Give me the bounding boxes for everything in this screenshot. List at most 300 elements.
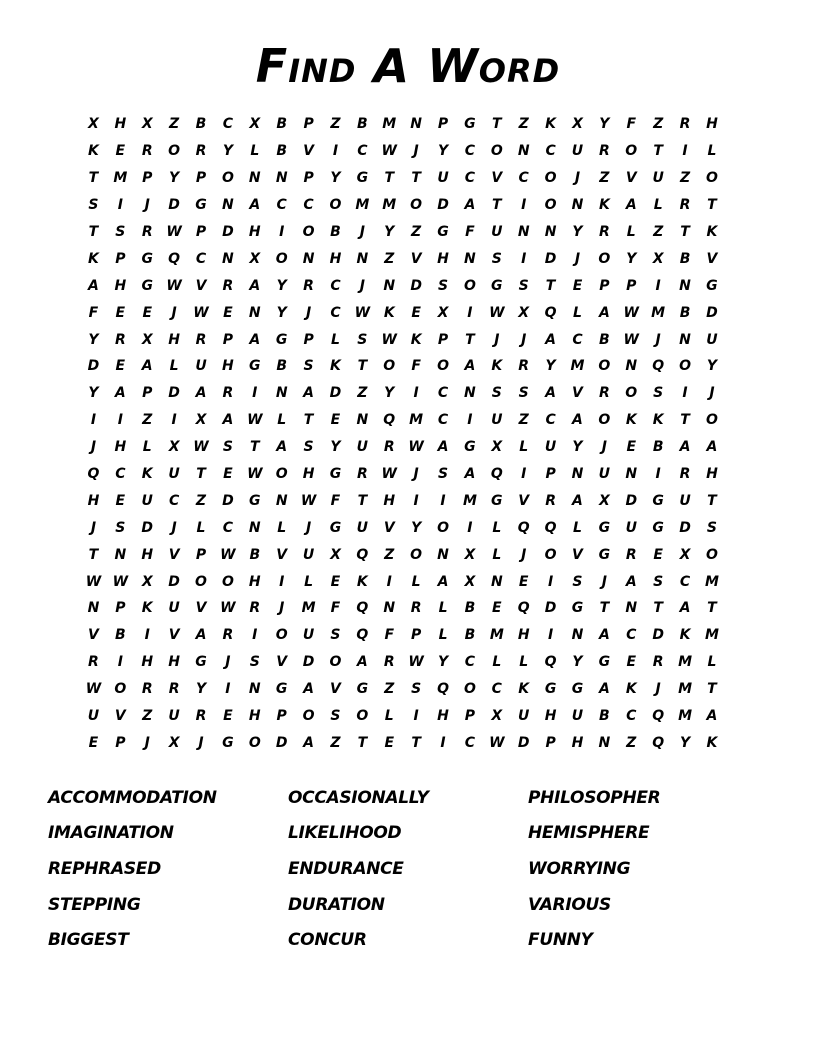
grid-letter: B bbox=[249, 546, 261, 563]
grid-letter: S bbox=[357, 331, 368, 348]
grid-letter: P bbox=[437, 116, 449, 133]
grid-letter: O bbox=[383, 358, 396, 375]
grid-letter: W bbox=[489, 734, 505, 751]
grid-letter: N bbox=[87, 600, 100, 617]
grid-letter: V bbox=[518, 492, 530, 509]
grid-letter: S bbox=[222, 439, 233, 456]
grid-letter: U bbox=[544, 439, 557, 456]
grid-letter: I bbox=[467, 304, 473, 321]
grid-letter: N bbox=[571, 466, 584, 483]
grid-letter: O bbox=[248, 734, 261, 751]
grid-letter: L bbox=[304, 573, 314, 590]
grid-letter: R bbox=[141, 681, 153, 698]
grid-letter: G bbox=[141, 250, 153, 267]
grid-letter: L bbox=[384, 708, 394, 725]
grid-letter: K bbox=[88, 143, 99, 160]
grid-letter: R bbox=[598, 385, 610, 402]
grid-letter: D bbox=[168, 197, 180, 214]
grid-letter: A bbox=[303, 681, 314, 698]
grid-letter: A bbox=[437, 439, 449, 456]
grid-letter: N bbox=[275, 385, 288, 402]
word-list-item: HEMISPHERE bbox=[528, 823, 650, 844]
grid-letter: O bbox=[598, 250, 611, 267]
grid-letter: B bbox=[276, 143, 288, 160]
grid-letter: O bbox=[275, 250, 288, 267]
grid-letter: A bbox=[195, 385, 207, 402]
grid-letter: S bbox=[115, 224, 126, 240]
grid-letter: K bbox=[88, 250, 99, 267]
grid-letter: O bbox=[625, 143, 638, 160]
grid-letter: O bbox=[168, 143, 181, 160]
grid-letter: J bbox=[655, 681, 661, 698]
grid-letter: V bbox=[625, 170, 637, 187]
grid-letter: N bbox=[356, 412, 369, 429]
grid-letter: C bbox=[168, 492, 180, 509]
grid-letter: Q bbox=[383, 412, 396, 429]
grid-letter: W bbox=[193, 304, 209, 321]
grid-letter: V bbox=[195, 600, 207, 617]
grid-letter: L bbox=[519, 439, 529, 456]
grid-letter: H bbox=[168, 654, 180, 671]
grid-letter: R bbox=[222, 385, 234, 402]
grid-letter: F bbox=[411, 358, 421, 375]
grid-letter: R bbox=[168, 681, 180, 698]
grid-letter: A bbox=[545, 331, 556, 348]
grid-letter: T bbox=[492, 197, 502, 214]
grid-letter: P bbox=[222, 331, 234, 348]
grid-letter: Y bbox=[706, 358, 717, 375]
grid-letter: O bbox=[356, 708, 369, 725]
grid-letter: C bbox=[276, 197, 287, 214]
grid-letter: B bbox=[195, 116, 207, 133]
grid-letter: T bbox=[411, 170, 421, 187]
grid-letter: S bbox=[653, 385, 664, 402]
grid-letter: Q bbox=[652, 708, 665, 725]
grid-letter: K bbox=[598, 197, 610, 214]
grid-letter: N bbox=[625, 600, 638, 617]
grid-letter: U bbox=[195, 358, 207, 375]
grid-letter: B bbox=[276, 358, 288, 375]
grid-letter: J bbox=[144, 734, 150, 751]
grid-letter: V bbox=[383, 519, 395, 536]
grid-letter: V bbox=[276, 546, 288, 563]
grid-letter: H bbox=[302, 466, 315, 483]
grid-letter: R bbox=[222, 277, 234, 294]
grid-letter: V bbox=[195, 277, 207, 294]
grid-letter: D bbox=[87, 358, 100, 375]
grid-letter: T bbox=[357, 734, 368, 751]
grid-letter: J bbox=[413, 143, 419, 160]
grid-letter: W bbox=[623, 331, 639, 348]
grid-letter: C bbox=[518, 170, 529, 187]
grid-letter: G bbox=[195, 197, 207, 214]
grid-letter: S bbox=[303, 439, 314, 456]
grid-letter: G bbox=[652, 492, 664, 509]
grid-letter: M bbox=[409, 412, 424, 429]
grid-letter: G bbox=[222, 734, 234, 751]
grid-letter: D bbox=[222, 224, 234, 240]
grid-letter: I bbox=[547, 627, 554, 644]
grid-letter: M bbox=[462, 492, 477, 509]
grid-letter: X bbox=[491, 439, 503, 456]
grid-letter: M bbox=[570, 358, 585, 375]
grid-letter: O bbox=[544, 197, 557, 214]
grid-letter: Y bbox=[222, 143, 233, 160]
grid-letter: A bbox=[598, 627, 610, 644]
grid-letter: C bbox=[679, 573, 691, 590]
grid-letter: D bbox=[544, 250, 557, 267]
grid-letter: G bbox=[544, 681, 557, 698]
grid-letter: X bbox=[491, 708, 503, 725]
grid-letter: I bbox=[521, 250, 527, 267]
grid-letter: Q bbox=[544, 304, 557, 321]
grid-letter: B bbox=[276, 116, 288, 133]
grid-letter: A bbox=[464, 197, 476, 214]
grid-letter: D bbox=[141, 519, 154, 536]
grid-letter: Y bbox=[599, 116, 610, 133]
grid-letter: G bbox=[356, 170, 369, 187]
grid-letter: O bbox=[275, 466, 288, 483]
grid-letter: N bbox=[275, 492, 288, 509]
grid-letter: U bbox=[87, 708, 100, 725]
grid-letter: P bbox=[276, 708, 287, 725]
grid-letter: N bbox=[383, 600, 396, 617]
grid-letter: E bbox=[384, 734, 395, 751]
grid-letter: N bbox=[383, 277, 396, 294]
grid-letter: C bbox=[437, 385, 449, 402]
grid-letter: J bbox=[90, 519, 97, 536]
grid-letter: G bbox=[464, 439, 476, 456]
word-list-item: PHILOSOPHER bbox=[528, 787, 661, 808]
grid-letter: E bbox=[115, 492, 126, 509]
grid-letter: L bbox=[169, 358, 179, 375]
grid-letter: K bbox=[356, 573, 368, 590]
grid-letter: A bbox=[195, 627, 207, 644]
grid-letter: I bbox=[252, 627, 258, 644]
grid-letter: T bbox=[88, 170, 99, 187]
grid-letter: R bbox=[679, 466, 691, 483]
grid-letter: C bbox=[330, 304, 341, 321]
grid-letter: C bbox=[545, 143, 556, 160]
grid-letter: W bbox=[112, 573, 129, 590]
grid-letter: Y bbox=[437, 143, 449, 160]
grid-letter: E bbox=[572, 277, 583, 294]
grid-letter: Y bbox=[572, 224, 583, 240]
grid-letter: J bbox=[521, 546, 527, 563]
grid-letter: D bbox=[706, 304, 718, 321]
grid-letter: W bbox=[166, 224, 182, 240]
grid-letter: O bbox=[302, 708, 315, 725]
grid-letter: J bbox=[413, 466, 419, 483]
grid-letter: A bbox=[303, 734, 314, 751]
grid-letter: W bbox=[408, 654, 424, 671]
grid-letter: A bbox=[437, 573, 449, 590]
grid-letter: Y bbox=[626, 250, 637, 267]
grid-letter: P bbox=[142, 170, 153, 187]
grid-letter: R bbox=[518, 358, 530, 375]
grid-letter: G bbox=[598, 546, 611, 563]
grid-letter: L bbox=[142, 439, 152, 456]
grid-letter: N bbox=[625, 466, 638, 483]
grid-letter: L bbox=[277, 412, 287, 429]
grid-letter: Z bbox=[626, 734, 637, 751]
grid-letter: C bbox=[115, 466, 126, 483]
grid-letter: U bbox=[625, 519, 637, 536]
grid-letter: S bbox=[115, 519, 126, 536]
grid-letter: O bbox=[705, 546, 718, 563]
grid-letter: L bbox=[331, 331, 340, 348]
grid-letter: W bbox=[85, 573, 102, 590]
grid-letter: O bbox=[705, 412, 718, 429]
grid-letter: J bbox=[709, 385, 715, 402]
grid-letter: D bbox=[410, 277, 422, 294]
grid-letter: B bbox=[679, 304, 691, 321]
grid-letter: X bbox=[141, 573, 153, 590]
grid-letter: V bbox=[168, 546, 180, 563]
grid-letter: B bbox=[464, 600, 476, 617]
grid-letter: X bbox=[518, 304, 530, 321]
grid-letter: U bbox=[571, 708, 584, 725]
grid-letter: P bbox=[115, 734, 126, 751]
grid-letter: Q bbox=[517, 519, 530, 536]
grid-letter: W bbox=[85, 681, 102, 698]
grid-letter: R bbox=[88, 654, 99, 671]
grid-letter: M bbox=[704, 573, 719, 590]
grid-letter: M bbox=[651, 304, 666, 321]
grid-letter: B bbox=[679, 250, 691, 267]
grid-letter: T bbox=[88, 224, 99, 240]
grid-letter: T bbox=[465, 331, 475, 348]
grid-letter: M bbox=[678, 681, 692, 698]
grid-letter: I bbox=[467, 412, 473, 429]
grid-letter: D bbox=[302, 654, 315, 671]
grid-letter: H bbox=[437, 708, 449, 725]
grid-letter: Y bbox=[88, 331, 99, 348]
grid-letter: Z bbox=[330, 116, 341, 133]
grid-letter: U bbox=[706, 331, 718, 348]
grid-letter: W bbox=[166, 277, 182, 294]
grid-letter: T bbox=[599, 600, 610, 617]
grid-letter: A bbox=[356, 654, 368, 671]
grid-letter: C bbox=[330, 277, 341, 294]
grid-letter: L bbox=[707, 143, 717, 160]
word-list-item: DURATION bbox=[288, 894, 385, 915]
grid-letter: M bbox=[355, 197, 370, 214]
grid-letter: H bbox=[706, 466, 718, 483]
grid-letter: O bbox=[410, 197, 423, 214]
grid-letter: T bbox=[411, 734, 421, 751]
grid-letter: C bbox=[464, 734, 476, 751]
grid-letter: T bbox=[492, 116, 502, 133]
grid-letter: Z bbox=[357, 385, 368, 402]
grid-letter: J bbox=[494, 331, 500, 348]
grid-letter: A bbox=[114, 385, 126, 402]
grid-letter: Z bbox=[384, 681, 395, 698]
grid-letter: R bbox=[679, 116, 691, 133]
grid-letter: K bbox=[652, 412, 664, 429]
grid-letter: W bbox=[247, 412, 263, 429]
grid-letter: D bbox=[652, 627, 664, 644]
grid-letter: U bbox=[168, 600, 180, 617]
grid-letter: C bbox=[626, 627, 637, 644]
grid-letter: X bbox=[168, 734, 180, 751]
grid-letter: E bbox=[115, 143, 126, 160]
grid-letter: T bbox=[384, 170, 395, 187]
grid-letter: J bbox=[359, 277, 365, 294]
grid-letter: P bbox=[599, 277, 610, 294]
grid-letter: Z bbox=[679, 170, 691, 187]
grid-letter: B bbox=[599, 708, 610, 725]
grid-letter: Z bbox=[518, 116, 529, 133]
grid-letter: G bbox=[571, 600, 584, 617]
grid-letter: O bbox=[544, 170, 557, 187]
grid-letter: Y bbox=[545, 358, 556, 375]
grid-letter: E bbox=[518, 573, 529, 590]
grid-letter: H bbox=[248, 573, 261, 590]
grid-letter: S bbox=[303, 358, 314, 375]
grid-letter: U bbox=[356, 439, 369, 456]
grid-letter: U bbox=[302, 627, 315, 644]
grid-letter: U bbox=[437, 170, 449, 187]
grid-letter: K bbox=[679, 627, 691, 644]
grid-letter: C bbox=[464, 143, 476, 160]
grid-letter: Z bbox=[384, 546, 395, 563]
grid-letter: L bbox=[196, 519, 206, 536]
grid-letter: Q bbox=[168, 250, 181, 267]
grid-letter: Q bbox=[356, 627, 369, 644]
grid-letter: N bbox=[625, 358, 638, 375]
grid-letter: S bbox=[411, 681, 422, 698]
grid-letter: K bbox=[625, 681, 637, 698]
grid-letter: Q bbox=[437, 681, 449, 698]
grid-letter: H bbox=[222, 358, 234, 375]
grid-letter: G bbox=[275, 681, 288, 698]
grid-letter: D bbox=[329, 385, 342, 402]
grid-letter: I bbox=[144, 627, 150, 644]
grid-letter: N bbox=[490, 573, 503, 590]
grid-letter: R bbox=[383, 439, 395, 456]
grid-letter: L bbox=[519, 654, 529, 671]
grid-letter: T bbox=[707, 600, 717, 617]
grid-letter: A bbox=[464, 466, 476, 483]
grid-letter: S bbox=[491, 250, 502, 267]
grid-letter: T bbox=[357, 358, 368, 375]
grid-letter: O bbox=[598, 412, 611, 429]
grid-letter: I bbox=[117, 197, 123, 214]
grid-letter: S bbox=[518, 385, 529, 402]
grid-letter: U bbox=[302, 546, 315, 563]
grid-letter: D bbox=[275, 734, 288, 751]
grid-letter: E bbox=[88, 734, 99, 751]
grid-letter: I bbox=[117, 654, 123, 671]
grid-letter: E bbox=[626, 439, 637, 456]
grid-letter: R bbox=[195, 708, 207, 725]
grid-letter: G bbox=[491, 277, 503, 294]
grid-letter: K bbox=[545, 116, 557, 133]
grid-letter: U bbox=[491, 224, 503, 240]
word-list-item: IMAGINATION bbox=[48, 823, 174, 844]
letter-grid bbox=[80, 111, 744, 756]
grid-letter: N bbox=[222, 250, 234, 267]
grid-letter: S bbox=[706, 519, 717, 536]
grid-letter: Y bbox=[276, 277, 287, 294]
grid-letter: T bbox=[653, 143, 663, 160]
grid-letter: U bbox=[652, 170, 664, 187]
grid-letter: C bbox=[464, 654, 476, 671]
grid-letter: R bbox=[141, 224, 153, 240]
grid-letter: W bbox=[354, 304, 371, 321]
grid-letter: R bbox=[356, 466, 368, 483]
grid-letter: P bbox=[411, 627, 422, 644]
grid-letter: L bbox=[573, 304, 582, 321]
grid-letter: A bbox=[572, 492, 583, 509]
grid-letter: I bbox=[413, 708, 419, 725]
grid-letter: T bbox=[707, 197, 717, 214]
word-list-item: FUNNY bbox=[528, 930, 593, 951]
grid-letter: O bbox=[221, 573, 234, 590]
grid-letter: B bbox=[599, 331, 610, 348]
grid-letter: Y bbox=[276, 304, 287, 321]
grid-letter: Y bbox=[330, 170, 341, 187]
grid-letter: Z bbox=[384, 250, 395, 267]
grid-letter: N bbox=[517, 224, 530, 240]
grid-letter: L bbox=[250, 143, 260, 160]
grid-letter: O bbox=[598, 358, 611, 375]
grid-letter: Y bbox=[411, 519, 422, 536]
grid-letter: F bbox=[626, 116, 637, 133]
grid-letter: O bbox=[705, 170, 718, 187]
grid-letter: G bbox=[464, 116, 476, 133]
grid-letter: A bbox=[545, 385, 556, 402]
grid-letter: L bbox=[626, 224, 636, 240]
grid-letter: O bbox=[437, 358, 449, 375]
grid-letter: D bbox=[222, 492, 234, 509]
grid-letter: D bbox=[625, 492, 638, 509]
grid-letter: L bbox=[707, 654, 717, 671]
grid-letter: E bbox=[223, 466, 233, 483]
grid-letter: N bbox=[410, 116, 422, 133]
grid-letter: Z bbox=[169, 116, 180, 133]
grid-letter: L bbox=[277, 519, 287, 536]
grid-letter: I bbox=[386, 573, 392, 590]
grid-letter: X bbox=[464, 546, 476, 563]
grid-letter: Z bbox=[195, 492, 207, 509]
grid-letter: X bbox=[249, 116, 261, 133]
grid-letter: M bbox=[382, 116, 397, 133]
grid-letter: T bbox=[545, 277, 556, 294]
grid-letter: J bbox=[521, 331, 527, 348]
grid-letter: W bbox=[193, 439, 209, 456]
grid-letter: E bbox=[411, 304, 421, 321]
grid-letter: L bbox=[438, 600, 448, 617]
grid-letter: C bbox=[464, 170, 476, 187]
grid-letter: J bbox=[144, 197, 150, 214]
grid-letter: R bbox=[195, 331, 207, 348]
grid-letter: N bbox=[114, 546, 127, 563]
grid-letter: K bbox=[491, 358, 503, 375]
grid-letter: M bbox=[301, 600, 316, 617]
grid-letter: W bbox=[220, 546, 236, 563]
grid-letter: S bbox=[437, 277, 449, 294]
grid-letter: A bbox=[276, 439, 288, 456]
grid-letter: I bbox=[117, 412, 123, 429]
grid-letter: R bbox=[652, 654, 664, 671]
grid-letter: P bbox=[464, 708, 476, 725]
grid-letter: A bbox=[249, 277, 261, 294]
grid-letter: S bbox=[330, 627, 341, 644]
grid-letter: E bbox=[653, 546, 663, 563]
grid-letter: O bbox=[329, 654, 342, 671]
